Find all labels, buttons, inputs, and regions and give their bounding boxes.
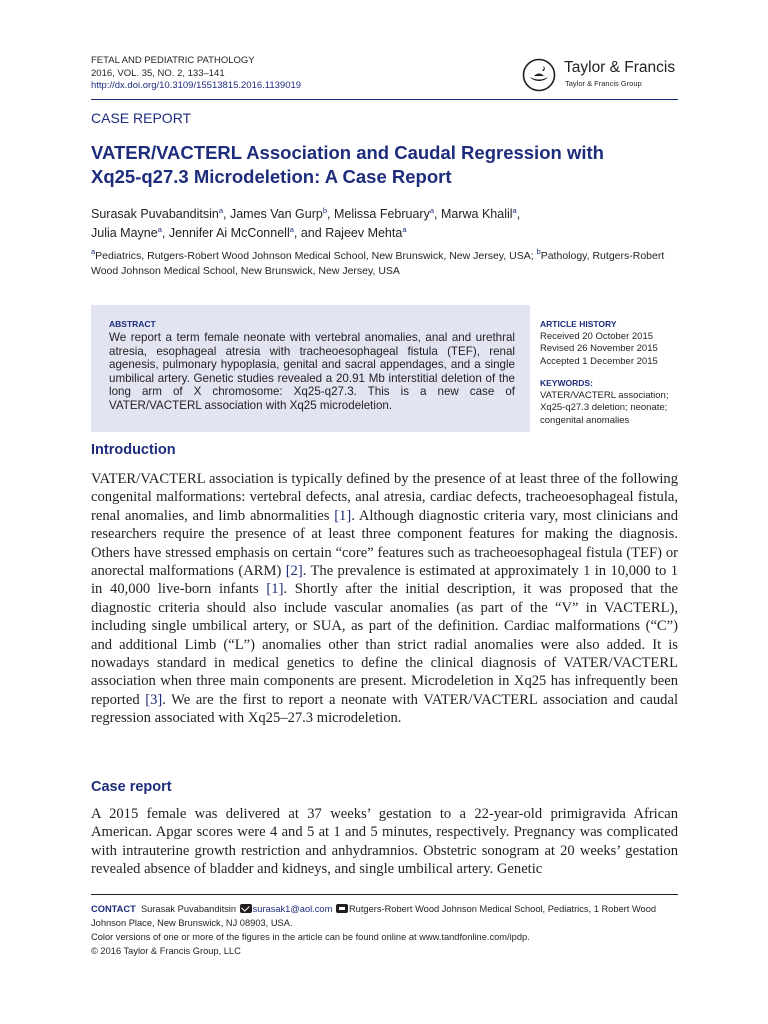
copyright: © 2016 Taylor & Francis Group, LLC	[91, 946, 241, 956]
author-name: Melissa February	[333, 207, 430, 221]
author-name: Julia Mayne	[91, 226, 158, 240]
affiliations	[91, 249, 681, 278]
publisher-group: Taylor & Francis Group	[565, 79, 642, 88]
lamp-icon	[522, 58, 556, 92]
author-affiliation-marker: a	[512, 206, 517, 215]
header-rule	[91, 99, 678, 100]
author-name: James Van Gurp	[229, 207, 323, 221]
citation-link[interactable]: [1]	[334, 507, 352, 524]
affiliation-text: Pathology, Rutgers-Robert Wood Johnson Medical School, New Brunswick, New Jersey, USA	[91, 250, 665, 277]
abstract-heading: ABSTRACT	[109, 319, 156, 329]
abstract-text: We report a term female neonate with vertebral anomalies, anal and urethral atresia, esophageal atresia with tracheoesophageal fistula (TEF), renal agenesis, pulmonary hypoplasia, genital and sacral appendages, and a single umbilical artery. Genetic studies revealed a 20.91 Mb interstitial deletion of the long arm of X chromosome: Xq25-q27.3. This is a new case of VATER/VACTERL association with Xq25 microdeletion.	[109, 331, 515, 412]
article-type: CASE REPORT	[91, 110, 192, 126]
case-report-paragraph: A 2015 female was delivered at 37 weeks’ gestation to a 22-year-old primigravida African American. Apgar scores were 4 and 5 at 1 and 5 minutes, respectively. Pregnancy was complicated with intrauterine growth restriction and anhydramnios. Obstetric sonogram at 20 weeks’ gestation revealed absence of bladder and kidneys, and single umbilical artery. Genetic	[91, 806, 678, 878]
author-name: Jennifer Ai McConnell	[168, 226, 290, 240]
contact-line	[91, 902, 691, 930]
journal-volume: 2016, VOL. 35, NO. 2, 133–141	[91, 67, 225, 79]
citation-link[interactable]: [1]	[266, 581, 284, 598]
author-affiliation-marker: a	[289, 225, 294, 234]
contact-label: CONTACT	[91, 904, 136, 914]
publisher-logo	[522, 57, 682, 93]
citation-link[interactable]: [3]	[145, 691, 163, 708]
author-list: Surasak Puvabanditsin$^a$, James Van Gurp$^b$, Melissa February$^a$, Marwa Khalil$^a$, Julia Mayne$^a$, Jennifer Ai McConnell$^a$, and Rajeev Mehta$^a$	[91, 206, 521, 240]
contact-address: Rutgers-Robert Wood Johnson Medical School, Pediatrics, 1 Robert Wood Johnson Place, New Brunswick, NJ 08903, USA.	[91, 904, 657, 928]
keywords-line: congenital anomalies	[540, 414, 630, 426]
contact-email[interactable]: surasak1@aol.com	[252, 904, 333, 914]
article-title	[91, 141, 691, 189]
journal-name: FETAL AND PEDIATRIC PATHOLOGY	[91, 55, 255, 66]
color-note: Color versions of one or more of the figures in the article can be found online at www.tandfonline.com/ipdp.	[91, 932, 530, 942]
introduction-heading: Introduction	[91, 442, 176, 458]
abstract-box	[91, 305, 530, 432]
contact-name: Surasak Puvabanditsin	[140, 904, 237, 914]
affiliation-text: Pediatrics, Rutgers-Robert Wood Johnson Medical School, New Brunswick, New Jersey, USA;	[95, 250, 534, 262]
keywords-heading: KEYWORDS:	[540, 378, 593, 388]
author-affiliation-marker: a	[218, 206, 224, 215]
footer-rule	[91, 894, 678, 895]
keywords-line: Xq25-q27.3 deletion; neonate;	[540, 402, 668, 413]
author-name: Marwa Khalil	[440, 207, 513, 221]
article-sidebar	[540, 318, 690, 427]
revised-date: Revised 26 November 2015	[540, 343, 658, 354]
citation-link[interactable]: [2]	[285, 563, 303, 580]
author-name: Rajeev Mehta	[325, 226, 403, 240]
affiliation-key: a	[91, 247, 96, 256]
journal-info	[91, 55, 301, 93]
address-icon	[336, 904, 348, 913]
publisher-name: Taylor & Francis	[564, 59, 676, 76]
article-history-heading: ARTICLE HISTORY	[540, 319, 617, 329]
author-name: Surasak Puvabanditsin	[91, 207, 219, 221]
introduction-paragraph: VATER/VACTERL association is typically defined by the presence of at least three of the following congenital malformations: vertebral defects, anal atresia, cardiac defects, tracheoesophageal fistula, renal anomalies, and limb abnormalities [1]. Although diagnostic criteria vary, most clinicians and researchers require the presence of at least three component features for making the diagnosis. Others have stressed emphasis on certain “core” features such as tracheoesophageal fistula (TEF) or anorectal malformations (ARM) [2]. The prevalence is estimated at approximately 1 in 10,000 to 1 in 40,000 live-born infants [1]. Shortly after the initial description, it was proposed that the diagnostic criteria should also include vascular anomalies (as part of the “V” in VACTERL), including single umbilical artery, or SUA, as part of the definition. Cardiac malformations (“C”) and additional Limb (“L”) anomalies other than strict radial anomalies were also added. It is nowadays standard in medical genetics to define the clinical diagnosis of VATER/VACTERL association when three main components are present. Microdeletion in Xq25 has infrequently been reported [3]. We are the first to report a neonate with VATER/VACTERL association and caudal regression associated with Xq25–27.3 microdeletion.	[91, 471, 679, 727]
received-date: Received 20 October 2015	[540, 330, 654, 342]
doi-link[interactable]: http://dx.doi.org/10.3109/15513815.2016.1139019	[91, 80, 302, 91]
author-affiliation-marker: a	[429, 206, 435, 215]
accepted-date: Accepted 1 December 2015	[540, 355, 658, 367]
title-line-2: Xq25-q27.3 Microdeletion: A Case Report	[91, 166, 452, 187]
title-line-1: VATER/VACTERL Association and Caudal Regression with	[91, 142, 604, 163]
author-affiliation-marker: b	[322, 206, 328, 215]
author-affiliation-marker: a	[402, 225, 407, 234]
keywords-line: VATER/VACTERL association;	[540, 389, 669, 401]
case-report-heading: Case report	[91, 779, 172, 795]
footer	[91, 902, 691, 958]
affiliation-key: b	[536, 247, 541, 256]
email-icon	[240, 904, 252, 913]
author-affiliation-marker: a	[157, 225, 162, 234]
